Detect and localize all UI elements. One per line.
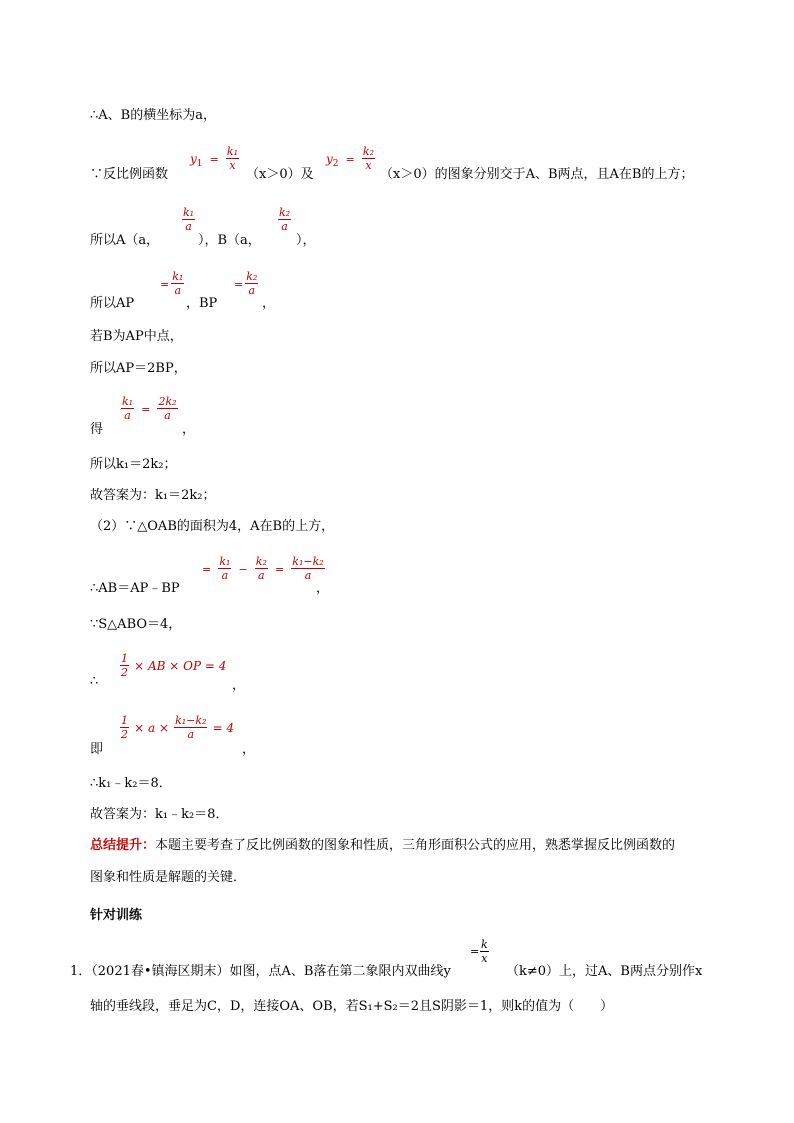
fraction-BP: = $\frac{\text{k₂}}{a}$ bbox=[234, 270, 258, 297]
equation-area-2: $\frac{1}{2}$ × a × $\frac{\text{k₁−k₂}}{a}$ = 4 bbox=[121, 714, 235, 741]
equation-AB: = $\frac{\text{k₁}}{a}$ − $\frac{\text{k₂}}{a}$ = $\frac{\text{k₁−k₂}}{a}$ bbox=[202, 555, 324, 582]
solution-line-9: 故答案为：k₁＝2k₂； bbox=[90, 488, 216, 503]
solution-line-10: （2）∵△OAB的面积为4，A在B的上方， bbox=[90, 519, 335, 534]
equation-area: $\frac{1}{2}$ × AB × OP = 4 bbox=[121, 652, 227, 679]
fraction-k1-a: $\frac{\text{k₁}}{a}$ bbox=[183, 206, 195, 233]
solution-line-4-start: 所以AP bbox=[90, 296, 135, 311]
summary-paragraph bbox=[90, 834, 675, 853]
solution-line-13-end: ， bbox=[232, 678, 246, 693]
question-1-line-2: 轴的垂线段，垂足为C，D，连接OA、OB，若S₁+S₂＝2且S阴影＝1，则k的值为（ ） bbox=[90, 999, 614, 1014]
solution-line-16: 故答案为：k₁﹣k₂＝8． bbox=[90, 807, 229, 822]
question-1-line-1-end: （k≠0）上，过A、B两点分别作x bbox=[506, 964, 703, 979]
question-1-line-1: 1．（2021春•镇海区期末）如图，点A、B落在第二象限内双曲线y bbox=[70, 964, 451, 979]
solution-line-6: 所以AP＝2BP， bbox=[90, 361, 187, 376]
solution-line-4-mid: ，BP bbox=[186, 296, 218, 311]
solution-line-3-mid: ），B（a， bbox=[198, 233, 261, 248]
solution-line-4-end: ， bbox=[262, 296, 276, 311]
equation-k1-2k2: $\frac{\text{k₁}}{a}$ = $\frac{\text{2k₂}}{a}$ bbox=[122, 395, 177, 422]
solution-line-14-start: 即 bbox=[90, 742, 104, 757]
section-title: 针对训练 bbox=[90, 908, 143, 923]
solution-line-2-end: （x＞0）的图象分别交于A、B两点，且A在B的上方； bbox=[380, 167, 694, 182]
solution-line-11-start: ∴AB＝AP﹣BP bbox=[90, 581, 180, 596]
solution-line-3-end: ）， bbox=[296, 233, 316, 248]
formula-y1: $y_1$ = $\frac{\text{k₁}}{x}$ bbox=[190, 145, 238, 172]
solution-line-7-end: ， bbox=[182, 422, 196, 437]
solution-line-14-end: ， bbox=[242, 742, 256, 757]
summary-label: 总结提升： bbox=[90, 838, 156, 853]
solution-line-7-start: 得 bbox=[90, 422, 104, 437]
question-1-eq: = bbox=[470, 945, 480, 958]
fraction: $\frac{\text{k₂}}{x}$ bbox=[362, 145, 374, 172]
summary-text-1: 本题主要考查了反比例函数的图象和性质，三角形面积公式的应用，熟悉掌握反比例函数的 bbox=[155, 838, 676, 853]
summary-text-2: 图象和性质是解题的关键． bbox=[90, 870, 247, 885]
solution-line-2-text: ∵反比例函数 bbox=[90, 167, 169, 182]
solution-line-12: ∵S△ABO＝4， bbox=[90, 617, 182, 632]
question-1-formula: $\frac{k}{x}$ bbox=[481, 938, 488, 965]
solution-line-3-start: 所以A（a， bbox=[90, 233, 160, 248]
solution-line-8: 所以k₁＝2k₂； bbox=[90, 457, 177, 472]
solution-line-2-mid: （x＞0）及 bbox=[246, 167, 314, 182]
solution-line-5: 若B为AP中点， bbox=[90, 329, 183, 344]
solution-line-1: ∴A、B的横坐标为a， bbox=[90, 108, 216, 123]
fraction-AP: = $\frac{\text{k₁}}{a}$ bbox=[160, 270, 184, 297]
solution-line-15: ∴k₁﹣k₂＝8． bbox=[90, 776, 172, 791]
fraction: $\frac{\text{k₁}}{x}$ bbox=[226, 145, 238, 172]
solution-line-11-end: ， bbox=[316, 581, 330, 596]
fraction-k2-a: $\frac{\text{k₂}}{a}$ bbox=[279, 206, 291, 233]
solution-line-13-start: ∴ bbox=[90, 674, 99, 689]
formula-y2: $y_2$ = $\frac{\text{k₂}}{x}$ bbox=[326, 145, 374, 172]
